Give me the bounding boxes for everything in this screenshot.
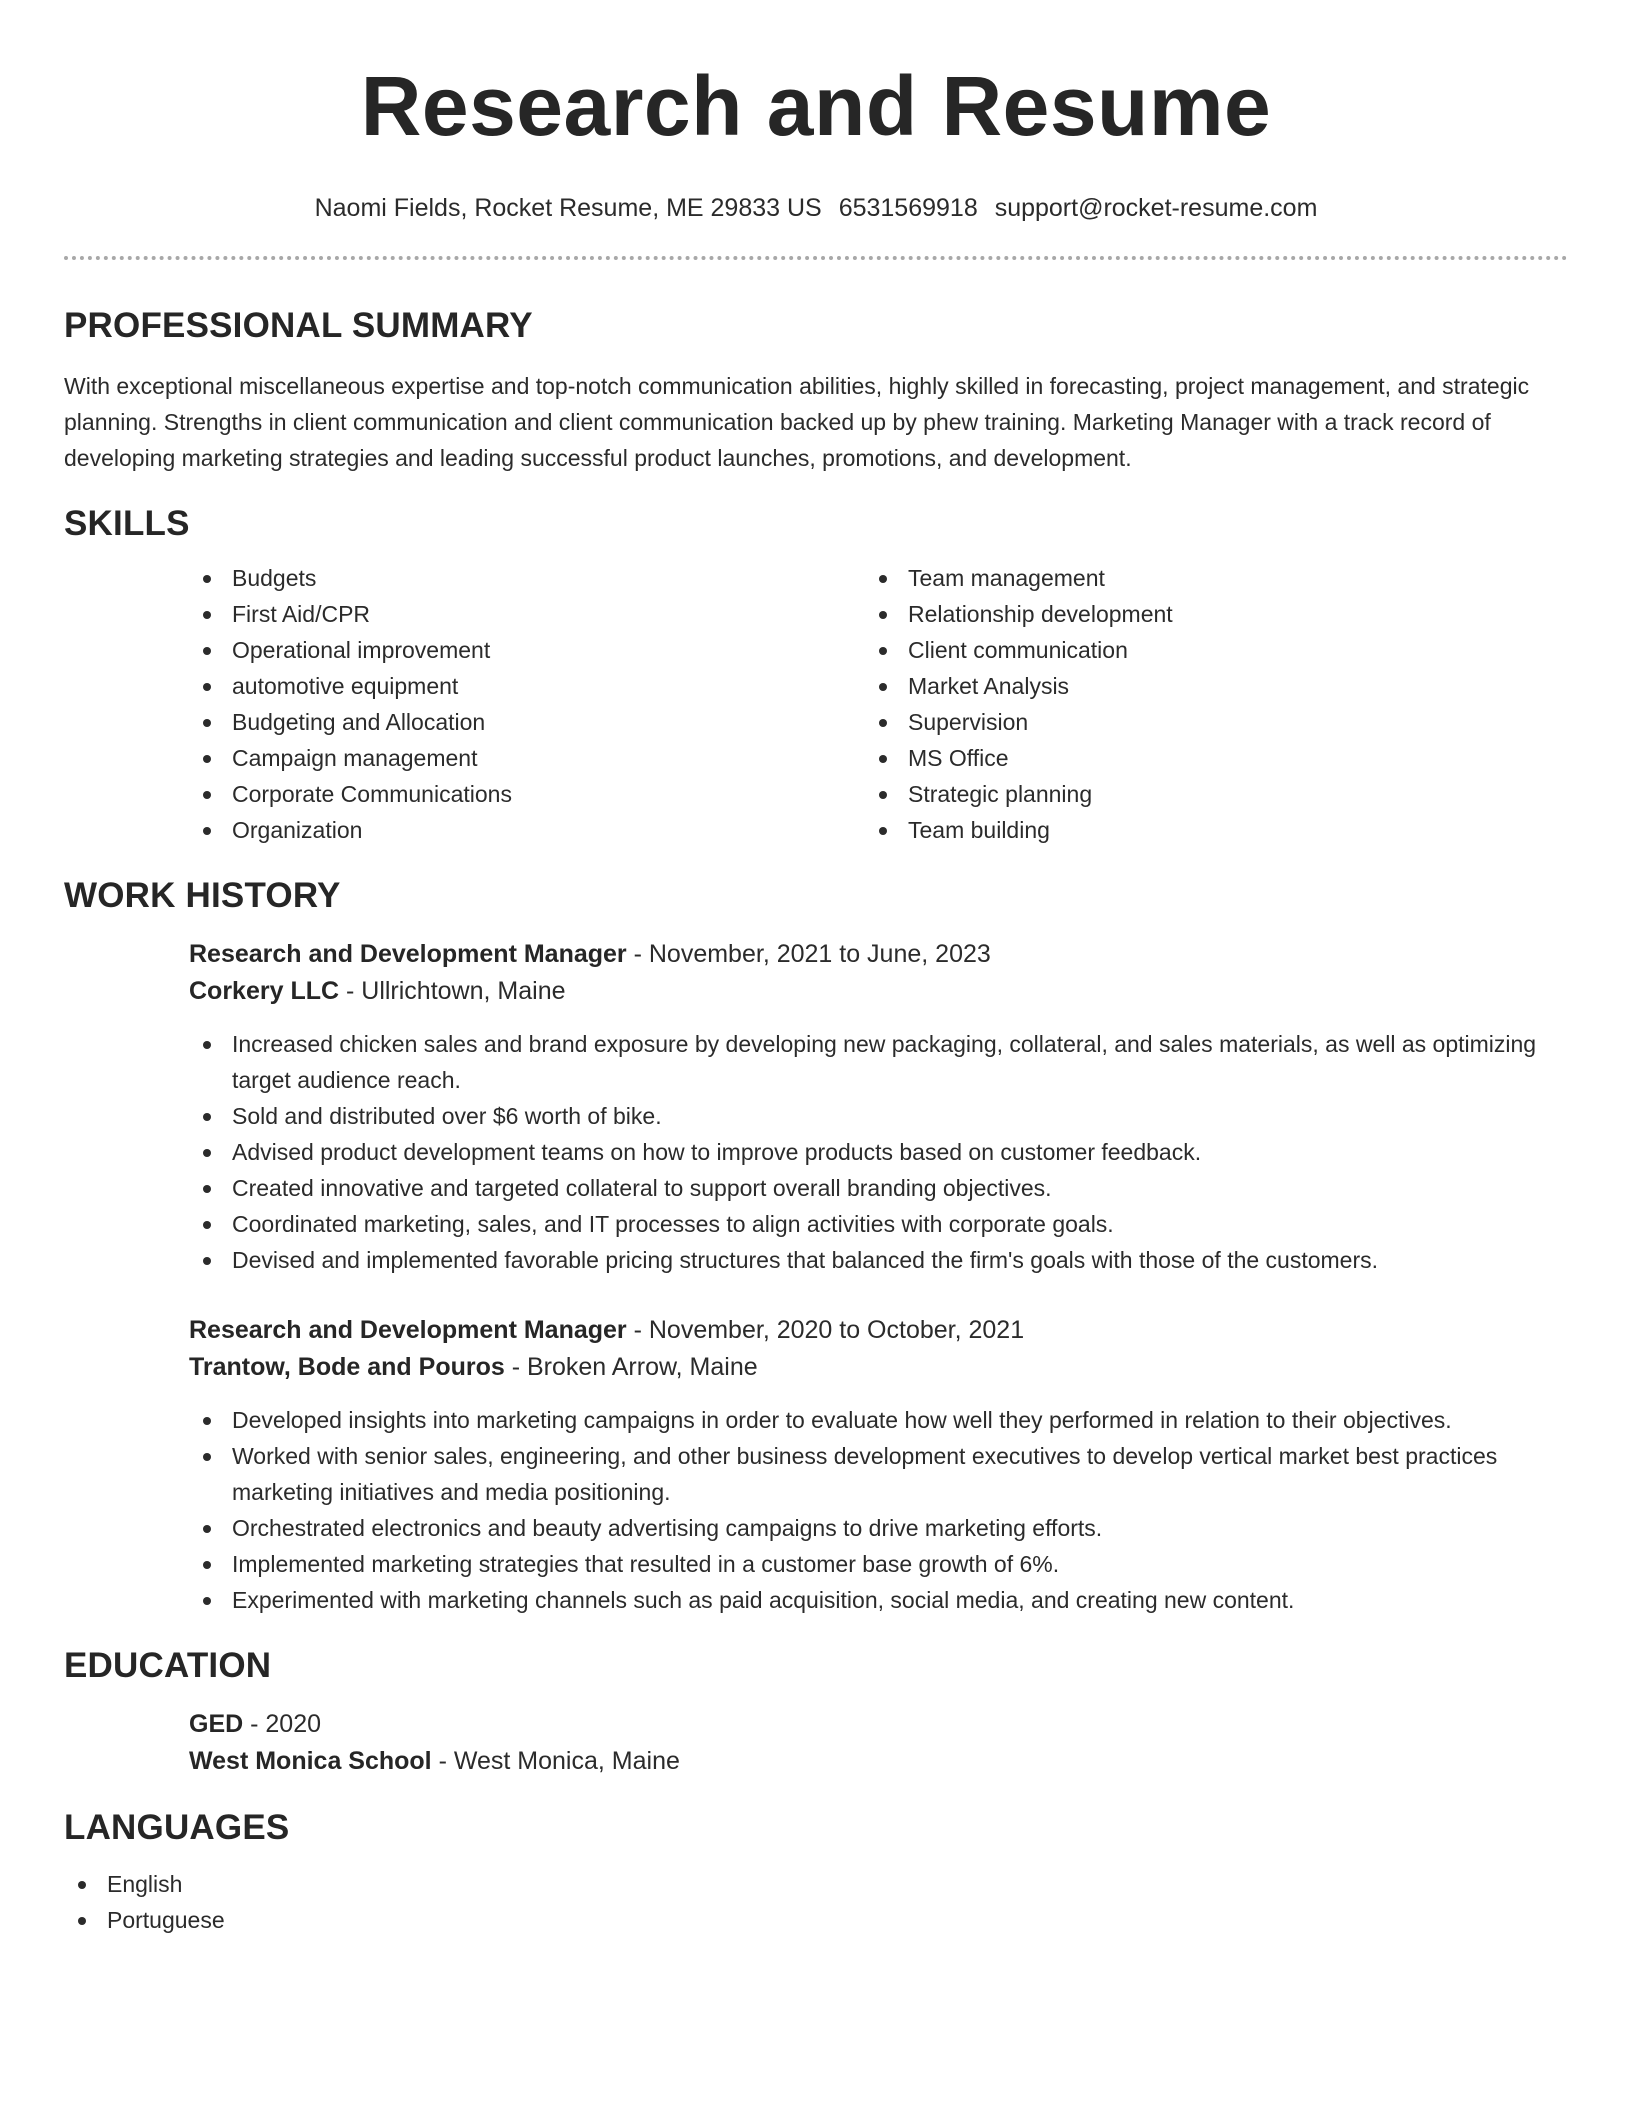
education-school: West Monica School [189, 1747, 432, 1775]
contact-address: Naomi Fields, Rocket Resume, ME 29833 US [314, 194, 822, 222]
job-bullet: Created innovative and targeted collateral to support overall branding objectives. [189, 1170, 1568, 1206]
skill-item: Budgeting and Allocation [189, 704, 865, 740]
skill-item: Budgets [189, 560, 865, 596]
education-degree-line [189, 1706, 1568, 1743]
skill-item: Market Analysis [865, 668, 1541, 704]
skill-item: Operational improvement [189, 632, 865, 668]
language-item: Portuguese [64, 1902, 1568, 1938]
summary-text: With exceptional miscellaneous expertise and top-notch communication abilities, highly skilled in forecasting, project management, and strategic planning. Strengths in client communication and client communication backed up by phew training. Marketing Manager with a track record of developing marketing strategies and leading successful product launches, promotions, and development. [64, 373, 1530, 471]
job-company-line [189, 973, 1568, 1010]
contact-line [64, 192, 1568, 224]
job-location: - Ullrichtown, Maine [339, 977, 566, 1005]
contact-email: support@rocket-resume.com [994, 194, 1318, 222]
resume-page [64, 0, 1568, 1938]
skill-item: Relationship development [865, 596, 1541, 632]
skill-item: Organization [189, 812, 865, 848]
contact-phone: 6531569918 [838, 194, 978, 222]
job-company: Trantow, Bode and Pouros [189, 1353, 505, 1381]
job-role: Research and Development Manager [189, 1316, 627, 1344]
skill-item: Team building [865, 812, 1541, 848]
job-bullet: Devised and implemented favorable pricing structures that balanced the firm's goals with those of the customers. [189, 1242, 1568, 1278]
skill-item: Campaign management [189, 740, 865, 776]
job-bullet: Developed insights into marketing campaigns in order to evaluate how well they performed in relation to their objectives. [189, 1402, 1568, 1438]
job-bullet: Increased chicken sales and brand exposure by developing new packaging, collateral, and sales materials, as well as optimizing target audience reach. [189, 1026, 1568, 1098]
languages-list [64, 1866, 1568, 1938]
work-history-heading: WORK HISTORY [64, 876, 341, 915]
job-bullets [189, 1026, 1568, 1278]
skill-item: MS Office [865, 740, 1541, 776]
education-degree: GED [189, 1710, 244, 1738]
job-dates: - November, 2020 to October, 2021 [626, 1316, 1025, 1344]
job-bullet: Implemented marketing strategies that resulted in a customer base growth of 6%. [189, 1546, 1568, 1582]
job-title-line [189, 936, 1568, 973]
job-bullet: Experimented with marketing channels such as paid acquisition, social media, and creating new content. [189, 1582, 1568, 1618]
job-bullet: Orchestrated electronics and beauty advertising campaigns to drive marketing efforts. [189, 1510, 1568, 1546]
skill-item: Team management [865, 560, 1541, 596]
job-bullet: Advised product development teams on how to improve products based on customer feedback. [189, 1134, 1568, 1170]
education-location: - West Monica, Maine [431, 1747, 680, 1775]
skill-item: automotive equipment [189, 668, 865, 704]
skills-column-left [189, 560, 865, 848]
language-item: English [64, 1866, 1568, 1902]
education-school-line [189, 1743, 1568, 1780]
job-bullet: Worked with senior sales, engineering, and other business development executives to develop vertical market best practices marketing initiatives and media positioning. [189, 1438, 1568, 1510]
education-year: - 2020 [243, 1710, 322, 1738]
job-entry [189, 936, 1568, 1278]
job-role: Research and Development Manager [189, 940, 627, 968]
skills-column-right [865, 560, 1541, 848]
job-location: - Broken Arrow, Maine [504, 1353, 758, 1381]
job-bullet: Coordinated marketing, sales, and IT processes to align activities with corporate goals. [189, 1206, 1568, 1242]
job-entry [189, 1312, 1568, 1618]
skill-item: Strategic planning [865, 776, 1541, 812]
skill-item: Supervision [865, 704, 1541, 740]
summary-heading: PROFESSIONAL SUMMARY [64, 306, 533, 345]
skills-heading: SKILLS [64, 504, 190, 543]
education-heading: EDUCATION [64, 1646, 272, 1685]
languages-heading: LANGUAGES [64, 1808, 290, 1847]
skill-item: Client communication [865, 632, 1541, 668]
header-divider [64, 256, 1568, 260]
skill-item: First Aid/CPR [189, 596, 865, 632]
education-entry [189, 1706, 1568, 1780]
skills-list [189, 560, 1568, 848]
job-company-line [189, 1349, 1568, 1386]
job-title-line [189, 1312, 1568, 1349]
job-bullet: Sold and distributed over $6 worth of bike. [189, 1098, 1568, 1134]
job-dates: - November, 2021 to June, 2023 [626, 940, 991, 968]
skill-item: Corporate Communications [189, 776, 865, 812]
job-company: Corkery LLC [189, 977, 340, 1005]
resume-title: Research and Resume [360, 59, 1272, 153]
job-bullets [189, 1402, 1568, 1618]
